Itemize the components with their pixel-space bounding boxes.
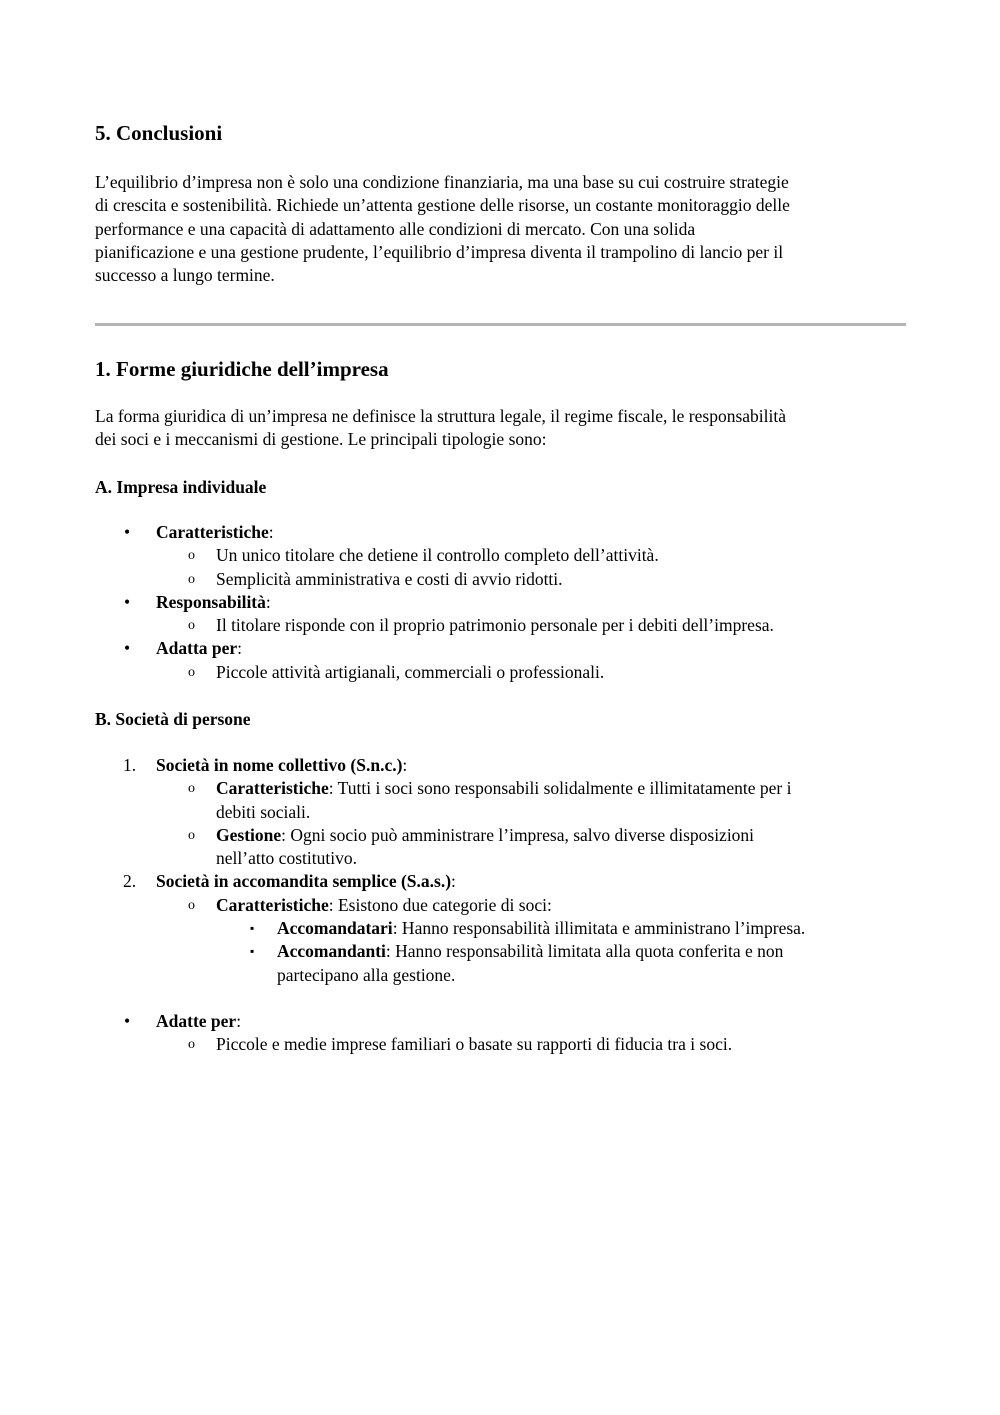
item-text: : [237,638,243,659]
paragraph-line: dei soci e i meccanismi di gestione. Le principali tipologie sono: [95,429,547,450]
square-marker: ▪ [250,921,255,936]
item-text: Il titolare risponde con il proprio patrimonio personale per i debiti dell’impresa. [216,615,774,636]
circle-marker: o [188,664,195,680]
item-text: Piccole e medie imprese familiari o basate su rapporti di fiducia tra i soci. [216,1034,733,1055]
item-text: : [268,522,274,542]
item-label: Adatte per [156,1011,237,1031]
list-item [95,1010,910,1033]
list-item [95,614,910,637]
bullet-marker: • [124,1011,131,1031]
list-item [95,637,910,660]
paragraph-line: successo a lungo termine. [95,265,275,286]
circle-marker: o [188,827,195,843]
item-text: partecipano alla gestione. [277,964,456,985]
circle-marker: o [188,1037,195,1053]
item-text: : [265,591,271,612]
item-text: nell’atto costitutivo. [216,848,357,869]
list-item [95,591,910,614]
list-item [95,521,910,544]
subheading-impresa-individuale: A. Impresa individuale [95,477,267,497]
item-text: Semplicità amministrativa e costi di avvio ridotti. [216,568,563,589]
item-text: : [402,755,408,775]
item-label: Società in nome collettivo (S.n.c.) [156,755,403,775]
circle-marker: o [188,548,195,564]
horizontal-divider [95,323,906,326]
bullet-marker: • [124,638,131,659]
circle-marker: o [188,571,195,587]
list-item [95,777,910,824]
item-label: Caratteristiche [156,522,269,542]
circle-marker: o [188,618,195,634]
item-label: Adatta per [156,638,238,659]
circle-marker: o [188,897,195,913]
impresa-individuale-list [95,521,910,684]
item-text: : Hanno responsabilità illimitata e amministrano l’impresa. [392,918,806,939]
list-item [95,917,910,940]
item-label: Caratteristiche [216,778,329,799]
forme-intro-paragraph [95,405,910,452]
item-text: : Esistono due categorie di soci: [328,894,552,915]
paragraph-line: di crescita e sostenibilità. Richiede un’attenta gestione delle risorse, un costante monitoraggio delle [95,195,790,216]
conclusioni-paragraph [95,171,910,287]
item-label: Accomandatari [277,918,393,939]
bullet-marker: • [124,591,131,612]
item-label: Gestione [216,824,282,845]
square-marker: ▪ [250,944,255,959]
section-heading-forme-giuridiche: 1. Forme giuridiche dell’impresa [95,357,389,381]
bullet-marker: • [124,522,131,542]
section-heading-conclusioni: 5. Conclusioni [95,121,223,145]
item-text: Un unico titolare che detiene il controllo completo dell’attività. [216,545,659,566]
list-item [95,824,910,871]
paragraph-line: pianificazione e una gestione prudente, l’equilibrio d’impresa diventa il trampolino di lancio per il [95,241,784,262]
list-item [95,940,910,987]
item-label: Società in accomandita semplice (S.a.s.) [156,871,452,892]
list-item [95,544,910,567]
item-label: Responsabilità [156,591,266,612]
item-text: Piccole attività artigianali, commerciali o professionali. [216,661,605,682]
list-item [95,870,910,893]
paragraph-line: La forma giuridica di un’impresa ne definisce la struttura legale, il regime fiscale, le responsabilità [95,406,786,426]
item-text: debiti sociali. [216,801,311,822]
list-item [95,661,910,684]
list-item [95,1033,910,1056]
paragraph-line: L’equilibrio d’impresa non è solo una condizione finanziaria, ma una base su cui costruire strategie [95,172,789,192]
item-label: Accomandanti [277,941,386,962]
item-text: : Hanno responsabilità limitata alla quota conferita e non [385,941,784,962]
number-marker: 2. [123,871,137,892]
item-label: Caratteristiche [216,894,329,915]
societa-di-persone-list [95,754,910,987]
item-text: : [236,1011,242,1031]
circle-marker: o [188,781,195,797]
item-text: : Tutti i soci sono responsabili solidalmente e illimitatamente per i [328,778,792,799]
number-marker: 1. [123,755,137,775]
adatte-per-list [95,1010,910,1057]
item-text: : Ogni socio può amministrare l’impresa, salvo diverse disposizioni [281,824,755,845]
list-item [95,754,910,777]
subheading-societa-di-persone: B. Società di persone [95,709,251,729]
item-text: : [451,871,456,892]
list-item [95,568,910,591]
list-item [95,894,910,917]
paragraph-line: performance e una capacità di adattamento alle condizioni di mercato. Con una solida [95,218,696,239]
